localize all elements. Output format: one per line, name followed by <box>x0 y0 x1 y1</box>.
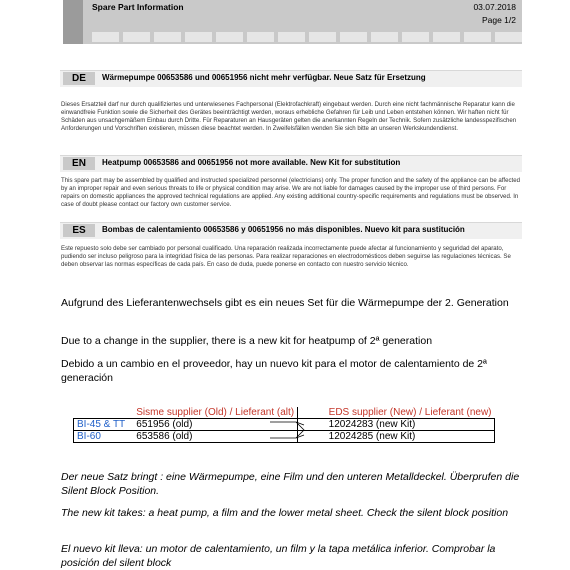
new-part-cell: 12024283 (new Kit) <box>326 419 495 431</box>
old-supplier-header: Sisme supplier (Old) / Lieferant (alt) <box>133 407 297 419</box>
lang-badge-de: DE <box>63 72 95 85</box>
section-es-title: Bombas de calentamiento 00653586 y 00651956 no más disponibles. Nuevo kit para sustitución <box>102 225 465 234</box>
header-tab <box>495 32 522 42</box>
document-date: 03.07.2018 <box>473 2 516 12</box>
page-number: Page 1/2 <box>481 15 516 25</box>
substitution-arrow-icon <box>270 418 310 444</box>
model-cell: BI-45 & TT <box>74 419 134 431</box>
header-tab <box>278 32 305 42</box>
table-header-row <box>74 407 495 419</box>
header-tab <box>309 32 336 42</box>
header-cell-empty <box>74 407 134 419</box>
kit-contents-es: El nuevo kit lleva: un motor de calentamiento, un film y la tapa metálica inferior. Comprobar la posición del silent block <box>61 543 496 569</box>
old-part-cell: 653586 (old) <box>133 431 297 443</box>
notice-de: Aufgrund des Lieferantenwechsels gibt es ein neues Set für die Wärmepumpe der 2. Generation <box>61 297 509 309</box>
header-tab <box>371 32 398 42</box>
notice-en: Due to a change in the supplier, there is a new kit for heatpump of 2ª generation <box>61 335 433 347</box>
lang-badge-es: ES <box>63 224 95 237</box>
header-tabs <box>92 32 522 42</box>
header-tab <box>216 32 243 42</box>
header-tab <box>402 32 429 42</box>
header-tab <box>92 32 119 42</box>
new-supplier-header: EDS supplier (New) / Lieferant (new) <box>326 407 495 419</box>
header-tab <box>464 32 491 42</box>
header-tab <box>185 32 212 42</box>
document-title: Spare Part Information <box>92 2 184 12</box>
section-en-title: Heatpump 00653586 and 00651956 not more available. New Kit for substitution <box>102 158 401 167</box>
notice-es: Debido a un cambio en el proveedor, hay un nuevo kit para el motor de calentamiento de 2ª generación <box>61 358 487 384</box>
kit-contents-en: The new kit takes: a heat pump, a film and the lower metal sheet. Check the silent block position <box>61 507 509 519</box>
header-cell-spacer <box>298 407 326 419</box>
new-part-cell: 12024285 (new Kit) <box>326 431 495 443</box>
section-de-text: Dieses Ersatzteil darf nur durch qualifiziertes und unterwiesenes Fachpersonal (Elektrofachkraft) eingebaut werden. Durch eine nicht fachmännische Reparatur kann die einwandfreie Funktion sowie die Sicherheit des Gerätes beeinträchtigt werden, woraus erhebliche Gefahren für Leib und Leben entstehen können. Wir haften nicht für Schäden aus unsachgemäßem Einbau durch Dritte. Für Reparaturen an Hausgeräten gelten die anerkannten Regeln der Technik. Sofern zusätzliche landesspezifischen Anforderungen und Vorschriften existieren, müssen diese beachtet werden. In Zweifelsfällen wenden Sie sich bitte an unseren Werkskundendienst. <box>61 101 517 132</box>
section-es-text: Este repuesto solo debe ser cambiado por personal cualificado. Una reparación realizada incorrectamente puede afectar al funcionamiento y seguridad del aparato, pudiendo ser incluso peligroso para la integridad física de las personas. Para realizar reparaciones en electrodomésticos deben seguirse las regulaciones técnicas. Se deben observar las normas específicas de cada país. En caso de duda, puede ponerse en contacto con nuestro servicio técnico. <box>61 245 511 268</box>
kit-contents-de: Der neue Satz bringt : eine Wärmepumpe, eine Film und den unteren Metalldeckel. Überprufen die Silent Block Position. <box>61 471 520 497</box>
section-de-title: Wärmepumpe 00653586 und 00651956 nicht mehr verfügbar. Neue Satz für Ersetzung <box>102 73 426 82</box>
lang-badge-en: EN <box>63 157 95 170</box>
header-tab <box>123 32 150 42</box>
section-en-text: This spare part may be assembled by qualified and instructed specialized personnel (electricians) only. The proper function and the safety of the appliance can be affected by an improper repair and even serious threats to life or physical condition may arise. We are not liable for damages caused by the improper use of third persons. For repairs on domestic appliances the approved technical regulations are applied. Any existing additional country-specific requirements and regulations must be observed. In case of doubt please contact our factory own customer service. <box>61 177 520 208</box>
header-tab <box>340 32 367 42</box>
header-tab <box>247 32 274 42</box>
model-cell: BI-60 <box>74 431 134 443</box>
header-strip <box>63 0 83 44</box>
header-tab <box>433 32 460 42</box>
header-tab <box>154 32 181 42</box>
old-part-cell: 651956 (old) <box>133 419 297 431</box>
